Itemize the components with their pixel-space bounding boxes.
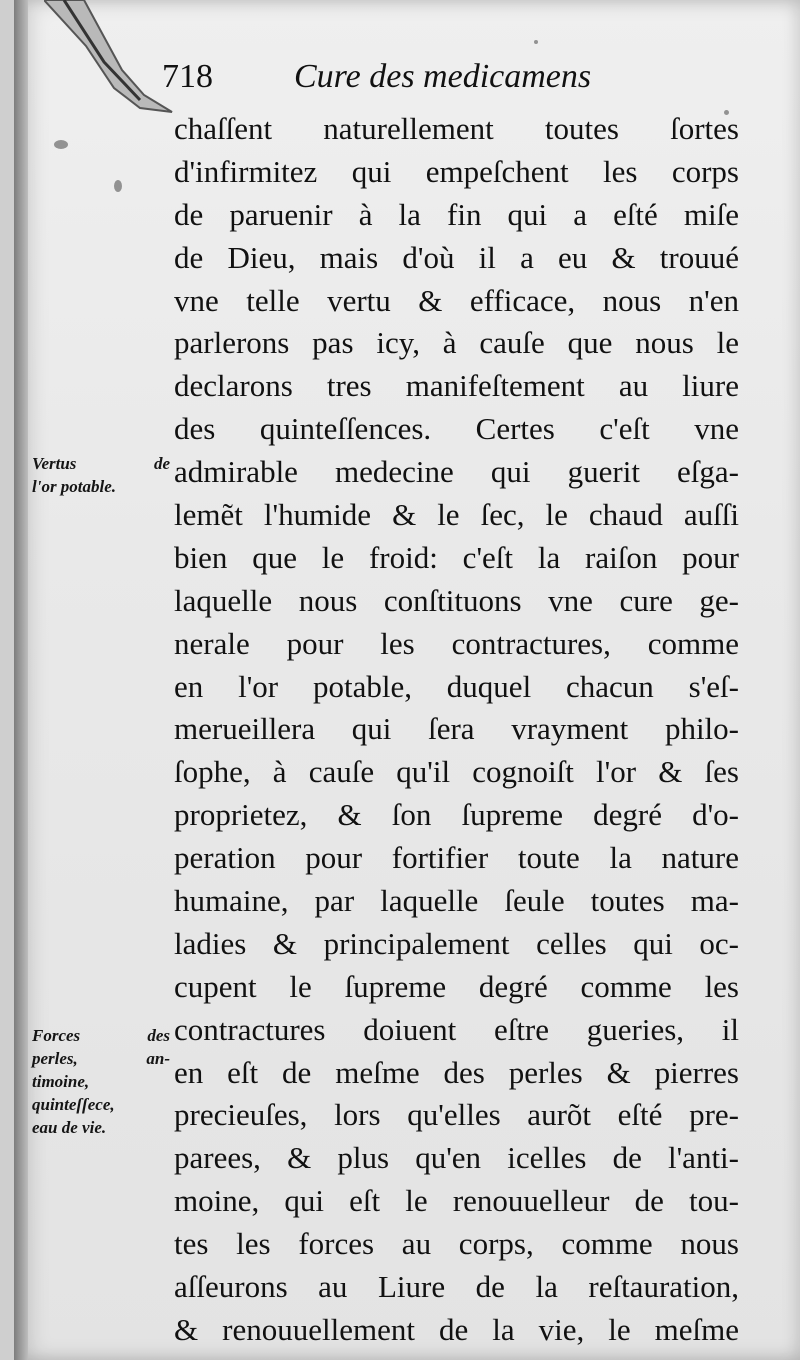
margin-note-line: perles, an- [32, 1049, 170, 1068]
text-line: de paruenir à la fin qui a eſté miſe [174, 196, 739, 232]
margin-note-line: Vertus de [32, 454, 170, 473]
text-line: nerale pour les contractures, comme [174, 625, 739, 661]
margin-note-line: timoine, [32, 1072, 90, 1091]
text-line: proprietez, & ſon ſupreme degré d'o- [174, 797, 739, 833]
text-line: des quinteſſences. Certes c'eſt vne [174, 411, 739, 447]
text-line: moine, qui eſt le renouuelleur de tou- [174, 1183, 739, 1219]
text-line: humaine, par laquelle ſeule toutes ma- [174, 883, 739, 919]
text-line: tes les forces au corps, comme nous [174, 1226, 739, 1262]
text-line: ſophe, à cauſe qu'il cognoiſt l'or & ſes [174, 754, 739, 790]
text-line: peration pour fortifier toute la nature [174, 840, 739, 876]
margin-note [32, 452, 170, 498]
margin-note-line: eau de vie. [32, 1118, 107, 1137]
text-line: vne telle vertu & efficace, nous n'en [174, 282, 739, 318]
text-line: d'infirmitez qui empeſchent les corps [174, 153, 739, 189]
text-line: chaſſent naturellement toutes ſortes [174, 111, 739, 146]
text-line: contractures doiuent eſtre gueries, il [174, 1011, 739, 1047]
margin-note-line: quinteſſece, [32, 1095, 115, 1114]
text-line: laquelle nous conſtituons vne cure ge- [174, 582, 739, 618]
page-gutter-shadow [14, 0, 28, 1360]
text-line: declarons tres manifeſtement au liure [174, 368, 739, 404]
book-page [14, 0, 800, 1360]
margin-note-line: Forces des [32, 1026, 170, 1045]
page-number: 718 [162, 58, 213, 95]
text-line: merueillera qui ſera vrayment philo- [174, 711, 739, 747]
paper-speck [534, 40, 538, 44]
text-line: & renouuellement de la vie, le meſme [174, 1311, 739, 1347]
text-line: en l'or potable, duquel chacun s'eſ- [174, 668, 739, 704]
text-line: parees, & plus qu'en icelles de l'anti- [174, 1140, 739, 1176]
text-line: admirable medecine qui guerit eſga- [174, 454, 739, 490]
text-line: de Dieu, mais d'où il a eu & trouué [174, 239, 739, 275]
paper-speck [114, 180, 122, 192]
text-line: en eſt de meſme des perles & pierres [174, 1054, 739, 1090]
margin-note-line: l'or potable. [32, 477, 117, 496]
text-line: parlerons pas icy, à cauſe que nous le [174, 325, 739, 361]
text-line: lemẽt l'humide & le ſec, le chaud auſſi [174, 497, 739, 533]
page-header [162, 58, 762, 108]
body-text [174, 108, 739, 1352]
running-head: Cure des medicamens [294, 58, 592, 95]
text-line: aſſeurons au Liure de la reſtauration, [174, 1269, 739, 1305]
text-line: cupent le ſupreme degré comme les [174, 968, 739, 1004]
text-line: precieuſes, lors qu'elles aurõt eſté pre- [174, 1097, 739, 1133]
margin-note [32, 1024, 170, 1139]
paper-speck [54, 140, 68, 149]
text-line: ladies & principalement celles qui oc- [174, 925, 739, 961]
text-line: bien que le froid: c'eſt la raiſon pour [174, 539, 739, 575]
